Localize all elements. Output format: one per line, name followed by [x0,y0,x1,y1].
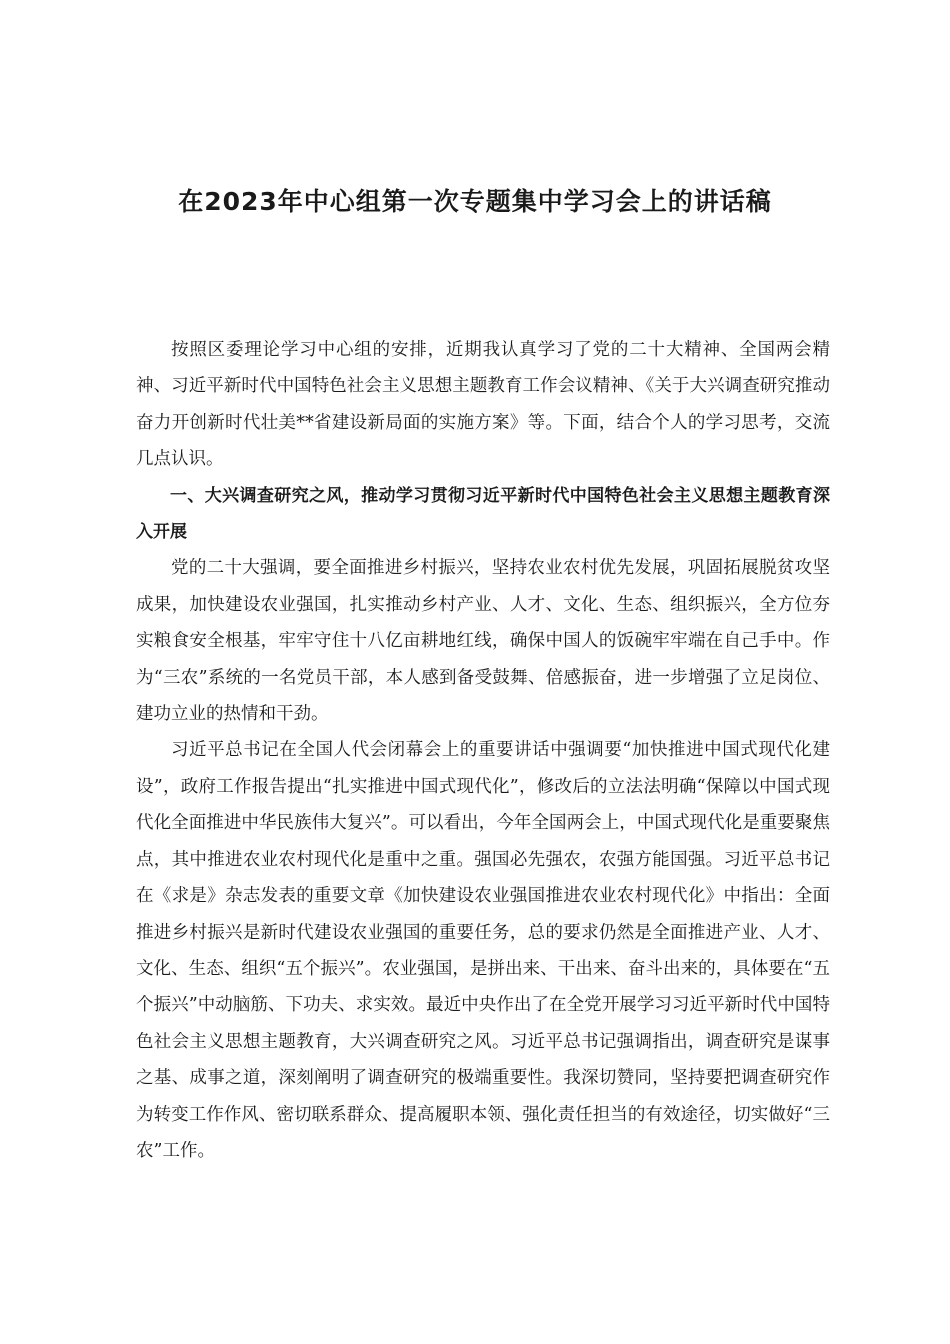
paragraph-rural-revitalization: 党的二十大强调，要全面推进乡村振兴，坚持农业农村优先发展，巩固拓展脱贫攻坚成果，加快建设农业强国，扎实推动乡村产业、人才、文化、生态、组织振兴，全方位夯实粮食安全根基，牢牢守住十八亿亩耕地红线，确保中国人的饭碗牢牢端在自己手中。作为“三农”系统的一名党员干部，本人感到备受鼓舞、倍感振奋，进一步增强了立足岗位、建功立业的热情和干劲。 [136,558,830,725]
paragraph-modernization: 习近平总书记在全国人代会闭幕会上的重要讲话中强调要“加快推进中国式现代化建设”，政府工作报告提出“扎实推进中国式现代化”，修改后的立法法明确“保障以中国式现代化全面推进中华民族伟大复兴”。可以看出，今年全国两会上，中国式现代化是重要聚焦点，其中推进农业农村现代化是重中之重。强国必先强农，农强方能国强。习近平总书记在《求是》杂志发表的重要文章《加快建设农业强国推进农业农村现代化》中指出：全面推进乡村振兴是新时代建设农业强国的重要任务，总的要求仍然是全面推进产业、人才、文化、生态、组织“五个振兴”。农业强国，是拼出来、干出来、奋斗出来的，具体要在“五个振兴”中动脑筋、下功夫、求实效。最近中央作出了在全党开展学习习近平新时代中国特色社会主义思想主题教育，大兴调查研究之风。习近平总书记强调指出，调查研究是谋事之基、成事之道，深刻阐明了调查研究的极端重要性。我深切赞同，坚持要把调查研究作为转变工作作风、密切联系群众、提高履职本领、强化责任担当的有效途径，切实做好“三农”工作。 [136,740,830,1161]
paragraph-intro: 按照区委理论学习中心组的安排，近期我认真学习了党的二十大精神、全国两会精神、习近平新时代中国特色社会主义思想主题教育工作会议精神、《关于大兴调查研究推动奋力开创新时代壮美**省建设新局面的实施方案》等。下面，结合个人的学习思考，交流几点认识。 [136,340,830,470]
section-heading-1: 一、大兴调查研究之风，推动学习贯彻习近平新时代中国特色社会主义思想主题教育深入开展 [136,485,830,543]
document-title: 在2023年中心组第一次专题集中学习会上的讲话稿 [178,187,772,216]
document-body [136,332,830,1169]
